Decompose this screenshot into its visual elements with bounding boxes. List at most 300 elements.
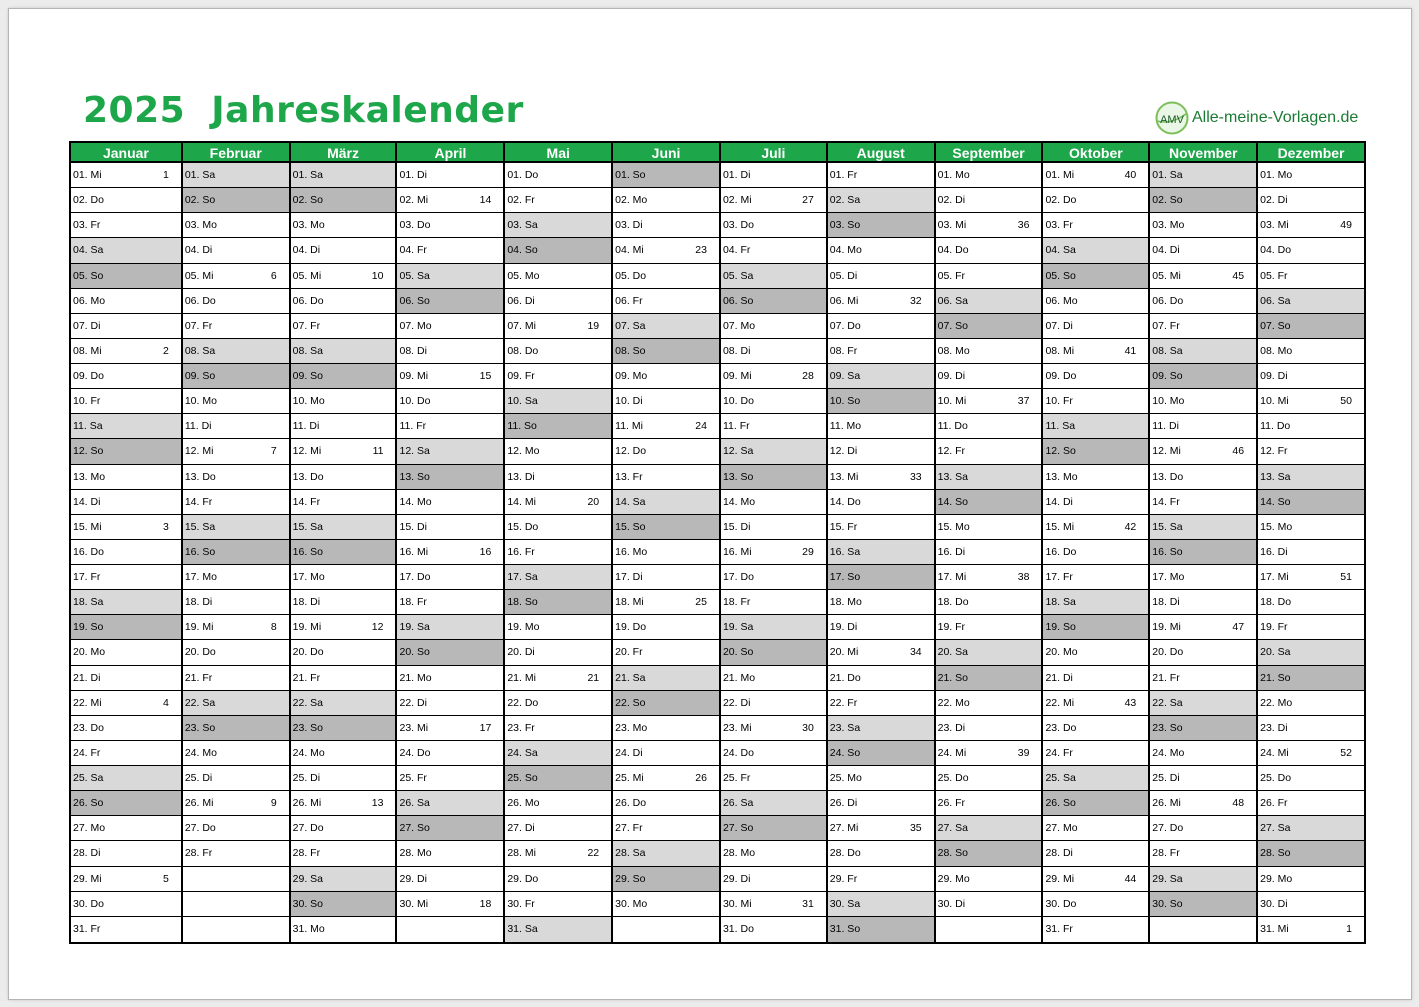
day-label: 15. Di	[722, 520, 751, 533]
week-number: 36	[1017, 219, 1030, 232]
day-label: 15. So	[615, 520, 646, 533]
day-label: 24. Mo	[292, 746, 325, 759]
day-label: 09. So	[1152, 370, 1183, 383]
day-label: 29. So	[615, 872, 646, 885]
day-label: 21. So	[1260, 671, 1291, 684]
day-label: 10. Fr	[1045, 395, 1073, 408]
day-label: 20. So	[722, 646, 754, 659]
day-label: 26. Mi	[292, 797, 322, 810]
day-label: 22. Fr	[829, 696, 858, 709]
day-cell	[1258, 515, 1364, 540]
day-label: 18. So	[507, 596, 538, 609]
day-cell	[1258, 615, 1364, 640]
day-label: 02. Mo	[615, 194, 648, 207]
week-number: 22	[587, 847, 600, 860]
week-number: 25	[695, 596, 707, 609]
day-label: 23. Mo	[615, 721, 648, 734]
day-label: 22. Mi	[1045, 696, 1075, 709]
day-cell	[1258, 666, 1364, 691]
day-label: 26. Fr	[1260, 797, 1288, 810]
day-label: 06. Do	[1152, 294, 1184, 307]
day-label: 14. Do	[829, 495, 861, 508]
day-label: 19. Mi	[292, 621, 322, 634]
day-cell	[71, 490, 181, 515]
day-label: 08. So	[615, 344, 646, 357]
day-label: 12. Di	[829, 445, 858, 458]
day-label: 30. Mi	[722, 897, 752, 910]
day-label: 10. Mi	[937, 395, 967, 408]
week-number: 50	[1340, 395, 1352, 408]
day-label: 20. Mo	[73, 646, 106, 659]
day-label: 04. So	[507, 244, 538, 257]
day-label: 31. Fr	[73, 923, 101, 936]
day-label: 29. Di	[399, 872, 427, 885]
day-label: 19. Fr	[1260, 621, 1288, 634]
day-label: 10. Do	[722, 395, 754, 408]
day-label: 02. Di	[937, 194, 966, 207]
day-cell	[291, 716, 396, 741]
day-cell	[1043, 741, 1148, 766]
day-label: 12. Do	[615, 445, 647, 458]
day-cell	[936, 314, 1042, 339]
day-cell	[71, 741, 181, 766]
day-cell	[291, 289, 396, 314]
day-label: 27. Sa	[937, 822, 968, 835]
day-cell	[291, 841, 396, 866]
day-cell	[828, 615, 934, 640]
day-label: 08. Di	[722, 344, 751, 357]
day-label: 02. So	[1152, 194, 1183, 207]
year-calendar-grid	[69, 141, 1366, 944]
day-label: 20. Do	[184, 646, 216, 659]
day-cell	[1150, 314, 1256, 339]
day-label: 13. Mo	[1045, 470, 1078, 483]
month-column	[503, 143, 611, 942]
day-label: 14. Fr	[1152, 495, 1180, 508]
day-label: 27. Di	[507, 822, 535, 835]
day-cell	[1043, 892, 1148, 917]
day-cell	[397, 615, 503, 640]
day-cell	[613, 238, 719, 263]
week-number: 13	[371, 797, 384, 810]
day-label: 15. Fr	[829, 520, 858, 533]
week-number: 15	[479, 370, 492, 383]
day-label: 29. Di	[722, 872, 751, 885]
day-cell	[721, 163, 826, 188]
week-number: 43	[1124, 696, 1137, 709]
week-number: 32	[909, 294, 922, 307]
week-number: 29	[802, 545, 814, 558]
day-label: 09. Mo	[615, 370, 648, 383]
day-cell	[71, 867, 181, 892]
day-label: 24. Fr	[73, 746, 101, 759]
day-label: 02. So	[292, 194, 324, 207]
day-label: 19. Mi	[184, 621, 214, 634]
day-label: 01. Do	[507, 169, 539, 182]
day-cell	[1258, 314, 1364, 339]
day-cell	[1150, 791, 1256, 816]
day-label: 30. So	[292, 897, 324, 910]
month-column	[1148, 143, 1256, 942]
day-label: 12. Mo	[507, 445, 540, 458]
week-number: 7	[270, 445, 277, 458]
week-number: 37	[1017, 395, 1030, 408]
day-cell	[1043, 515, 1148, 540]
day-cell	[936, 389, 1042, 414]
day-label: 29. Sa	[1152, 872, 1183, 885]
day-label: 13. So	[399, 470, 430, 483]
day-label: 31. Do	[722, 923, 754, 936]
day-label: 19. Do	[615, 621, 647, 634]
day-label: 03. Di	[615, 219, 643, 232]
week-number: 14	[479, 194, 492, 207]
day-cell	[183, 213, 289, 238]
day-label: 12. Mi	[1152, 445, 1181, 458]
day-cell	[291, 188, 396, 213]
day-cell	[397, 238, 503, 263]
day-cell	[828, 565, 934, 590]
day-cell	[183, 666, 289, 691]
day-label: 19. So	[1045, 621, 1076, 634]
week-number: 47	[1232, 621, 1245, 634]
day-cell	[828, 389, 934, 414]
day-label: 03. Do	[399, 219, 431, 232]
day-cell	[505, 213, 611, 238]
day-cell	[397, 791, 503, 816]
day-cell	[936, 439, 1042, 464]
day-label: 13. Di	[507, 470, 535, 483]
day-cell	[183, 816, 289, 841]
day-label: 03. Mo	[1152, 219, 1185, 232]
month-column	[934, 143, 1042, 942]
week-number: 23	[695, 244, 707, 257]
day-cell	[71, 414, 181, 439]
day-label: 15. Mo	[1260, 520, 1293, 533]
day-cell	[1150, 264, 1256, 289]
day-label: 18. Mi	[615, 596, 644, 609]
day-cell	[183, 264, 289, 289]
day-label: 01. Mi	[73, 169, 102, 182]
day-cell	[1150, 841, 1256, 866]
day-label: 02. Mi	[722, 194, 752, 207]
day-label: 05. So	[1045, 269, 1076, 282]
day-label: 08. Mo	[937, 344, 970, 357]
day-cell	[1043, 766, 1148, 791]
day-label: 17. Sa	[507, 571, 538, 584]
day-label: 16. Sa	[829, 545, 861, 558]
day-cell	[936, 716, 1042, 741]
day-cell	[721, 238, 826, 263]
day-label: 04. Di	[292, 244, 321, 257]
day-label: 28. Fr	[292, 847, 321, 860]
day-label: 13. Sa	[1260, 470, 1291, 483]
day-cell	[828, 264, 934, 289]
day-cell	[721, 515, 826, 540]
day-cell	[936, 867, 1042, 892]
day-cell	[721, 314, 826, 339]
day-label: 16. Di	[937, 545, 966, 558]
day-cell	[397, 414, 503, 439]
day-label: 13. Do	[292, 470, 324, 483]
day-label: 05. Mi	[292, 269, 322, 282]
day-cell	[1258, 766, 1364, 791]
day-label: 02. Di	[1260, 194, 1288, 207]
day-label: 11. Mi	[615, 420, 643, 433]
day-cell	[1258, 389, 1364, 414]
day-label: 03. Sa	[507, 219, 538, 232]
day-cell	[1043, 540, 1148, 565]
day-label: 17. Fr	[73, 571, 101, 584]
day-cell	[1150, 741, 1256, 766]
day-label: 18. Di	[292, 596, 321, 609]
day-label: 04. Fr	[399, 244, 427, 257]
day-label: 15. Do	[507, 520, 539, 533]
day-label: 03. Mo	[184, 219, 217, 232]
day-label: 12. Mi	[292, 445, 322, 458]
day-cell	[613, 213, 719, 238]
day-label: 01. Di	[399, 169, 427, 182]
day-cell	[71, 917, 181, 942]
day-cell	[397, 640, 503, 665]
day-label: 22. Sa	[1152, 696, 1183, 709]
day-cell	[1258, 490, 1364, 515]
month-header: November	[1150, 143, 1256, 163]
day-label: 14. Mo	[399, 495, 432, 508]
day-cell	[613, 389, 719, 414]
day-cell	[183, 465, 289, 490]
day-cell	[71, 389, 181, 414]
day-cell	[71, 640, 181, 665]
week-number: 21	[587, 671, 600, 684]
day-cell	[291, 590, 396, 615]
day-label: 10. Mo	[184, 395, 217, 408]
day-cell	[1043, 414, 1148, 439]
day-cell	[291, 666, 396, 691]
day-cell	[1258, 867, 1364, 892]
day-label: 30. Fr	[507, 897, 535, 910]
day-cell	[1258, 289, 1364, 314]
day-cell	[936, 364, 1042, 389]
day-cell	[828, 364, 934, 389]
day-cell	[613, 364, 719, 389]
day-cell	[291, 540, 396, 565]
day-label: 12. Sa	[722, 445, 754, 458]
day-cell	[397, 565, 503, 590]
day-cell	[828, 841, 934, 866]
day-cell	[1043, 314, 1148, 339]
day-label: 05. Fr	[1260, 269, 1288, 282]
day-label: 24. Mo	[1152, 746, 1185, 759]
day-cell	[613, 264, 719, 289]
day-label: 01. Sa	[292, 169, 324, 182]
week-number: 39	[1017, 746, 1030, 759]
day-label: 08. Di	[399, 344, 427, 357]
day-cell	[828, 691, 934, 716]
day-cell	[721, 741, 826, 766]
day-cell	[828, 515, 934, 540]
day-cell	[71, 515, 181, 540]
day-label: 14. Di	[1045, 495, 1073, 508]
day-label: 14. Fr	[292, 495, 321, 508]
day-label: 03. Fr	[73, 219, 101, 232]
day-label: 30. Mi	[399, 897, 429, 910]
day-cell	[1043, 841, 1148, 866]
day-label: 07. Fr	[292, 319, 321, 332]
day-label: 15. Sa	[292, 520, 324, 533]
day-cell	[71, 439, 181, 464]
day-label: 27. So	[722, 822, 754, 835]
day-cell	[291, 766, 396, 791]
day-cell	[183, 691, 289, 716]
day-label: 19. Fr	[937, 621, 966, 634]
day-label: 03. Mo	[292, 219, 325, 232]
day-cell	[828, 238, 934, 263]
day-cell	[1043, 264, 1148, 289]
day-cell	[71, 791, 181, 816]
day-label: 18. Sa	[1045, 596, 1076, 609]
day-cell	[828, 917, 934, 942]
day-label: 11. Di	[292, 420, 320, 433]
day-cell	[613, 791, 719, 816]
day-label: 22. So	[615, 696, 646, 709]
day-label: 06. So	[399, 294, 430, 307]
day-label: 05. Mi	[1152, 269, 1181, 282]
day-cell	[721, 590, 826, 615]
day-label: 02. Sa	[829, 194, 861, 207]
day-label: 02. Do	[73, 194, 104, 207]
day-cell	[721, 841, 826, 866]
day-cell	[505, 389, 611, 414]
day-label: 23. So	[292, 721, 324, 734]
day-cell	[505, 892, 611, 917]
week-number: 44	[1124, 872, 1137, 885]
month-column	[71, 143, 181, 942]
day-label: 10. So	[829, 395, 861, 408]
day-cell	[397, 264, 503, 289]
week-number: 42	[1124, 520, 1137, 533]
day-label: 26. Sa	[722, 797, 754, 810]
day-cell	[613, 867, 719, 892]
day-cell	[1258, 188, 1364, 213]
day-label: 27. Sa	[1260, 822, 1291, 835]
day-cell	[1150, 389, 1256, 414]
day-cell	[291, 515, 396, 540]
day-label: 08. Mi	[1045, 344, 1075, 357]
day-cell	[721, 289, 826, 314]
day-cell	[291, 238, 396, 263]
day-cell	[291, 339, 396, 364]
week-number: 18	[479, 897, 492, 910]
day-label: 25. So	[507, 772, 538, 785]
day-cell	[1258, 163, 1364, 188]
day-label: 30. Di	[1260, 897, 1288, 910]
day-cell	[1150, 565, 1256, 590]
day-cell	[183, 439, 289, 464]
day-label: 09. Mi	[399, 370, 429, 383]
day-label: 29. Do	[507, 872, 539, 885]
day-cell	[828, 640, 934, 665]
day-cell	[1150, 615, 1256, 640]
day-cell	[828, 540, 934, 565]
day-cell	[613, 841, 719, 866]
day-cell	[613, 666, 719, 691]
day-cell	[721, 791, 826, 816]
week-number: 8	[270, 621, 277, 634]
day-cell	[71, 264, 181, 289]
day-label: 29. Sa	[292, 872, 324, 885]
day-cell	[291, 439, 396, 464]
day-label: 22. Do	[507, 696, 539, 709]
day-label: 27. Mo	[1045, 822, 1078, 835]
day-cell	[1043, 791, 1148, 816]
week-number: 52	[1340, 746, 1352, 759]
day-label: 27. Fr	[615, 822, 643, 835]
day-label: 03. Fr	[1045, 219, 1073, 232]
day-cell	[291, 213, 396, 238]
month-header: Juni	[613, 143, 719, 163]
day-label: 26. Mo	[507, 797, 540, 810]
day-label: 14. Sa	[615, 495, 646, 508]
day-cell	[71, 465, 181, 490]
day-cell	[1043, 465, 1148, 490]
day-label: 25. Mo	[829, 772, 862, 785]
day-label: 31. Mi	[1260, 923, 1289, 936]
week-number: 6	[270, 269, 277, 282]
day-label: 19. Mo	[507, 621, 540, 634]
day-cell	[1258, 816, 1364, 841]
day-label: 10. Mi	[1260, 395, 1289, 408]
day-label: 26. Mi	[184, 797, 214, 810]
day-cell	[505, 163, 611, 188]
month-column	[289, 143, 396, 942]
day-cell	[936, 465, 1042, 490]
day-label: 10. Fr	[73, 395, 101, 408]
day-cell	[936, 565, 1042, 590]
day-cell	[71, 565, 181, 590]
day-cell	[1258, 841, 1364, 866]
week-number: 1	[1346, 923, 1352, 936]
day-label: 21. Fr	[292, 671, 321, 684]
month-column	[826, 143, 934, 942]
day-label: 14. Mo	[722, 495, 756, 508]
day-label: 31. Mo	[292, 923, 325, 936]
week-number: 28	[802, 370, 814, 383]
day-cell	[505, 414, 611, 439]
day-label: 15. Sa	[1152, 520, 1183, 533]
day-label: 24. Mo	[184, 746, 217, 759]
day-label: 27. Do	[292, 822, 324, 835]
day-cell	[71, 163, 181, 188]
month-column	[181, 143, 289, 942]
day-cell	[936, 917, 1042, 942]
day-label: 08. Mo	[1260, 344, 1293, 357]
day-cell	[1043, 867, 1148, 892]
day-label: 14. Di	[73, 495, 101, 508]
day-label: 23. Mi	[399, 721, 429, 734]
day-label: 28. Mo	[399, 847, 432, 860]
day-cell	[721, 615, 826, 640]
week-number: 31	[802, 897, 814, 910]
day-label: 07. Di	[1045, 319, 1073, 332]
day-label: 28. Do	[829, 847, 861, 860]
month-header: April	[397, 143, 503, 163]
day-label: 09. Sa	[829, 370, 861, 383]
day-cell	[1150, 289, 1256, 314]
day-cell	[505, 264, 611, 289]
day-cell	[183, 414, 289, 439]
day-label: 06. Di	[507, 294, 535, 307]
day-label: 25. Sa	[73, 772, 104, 785]
